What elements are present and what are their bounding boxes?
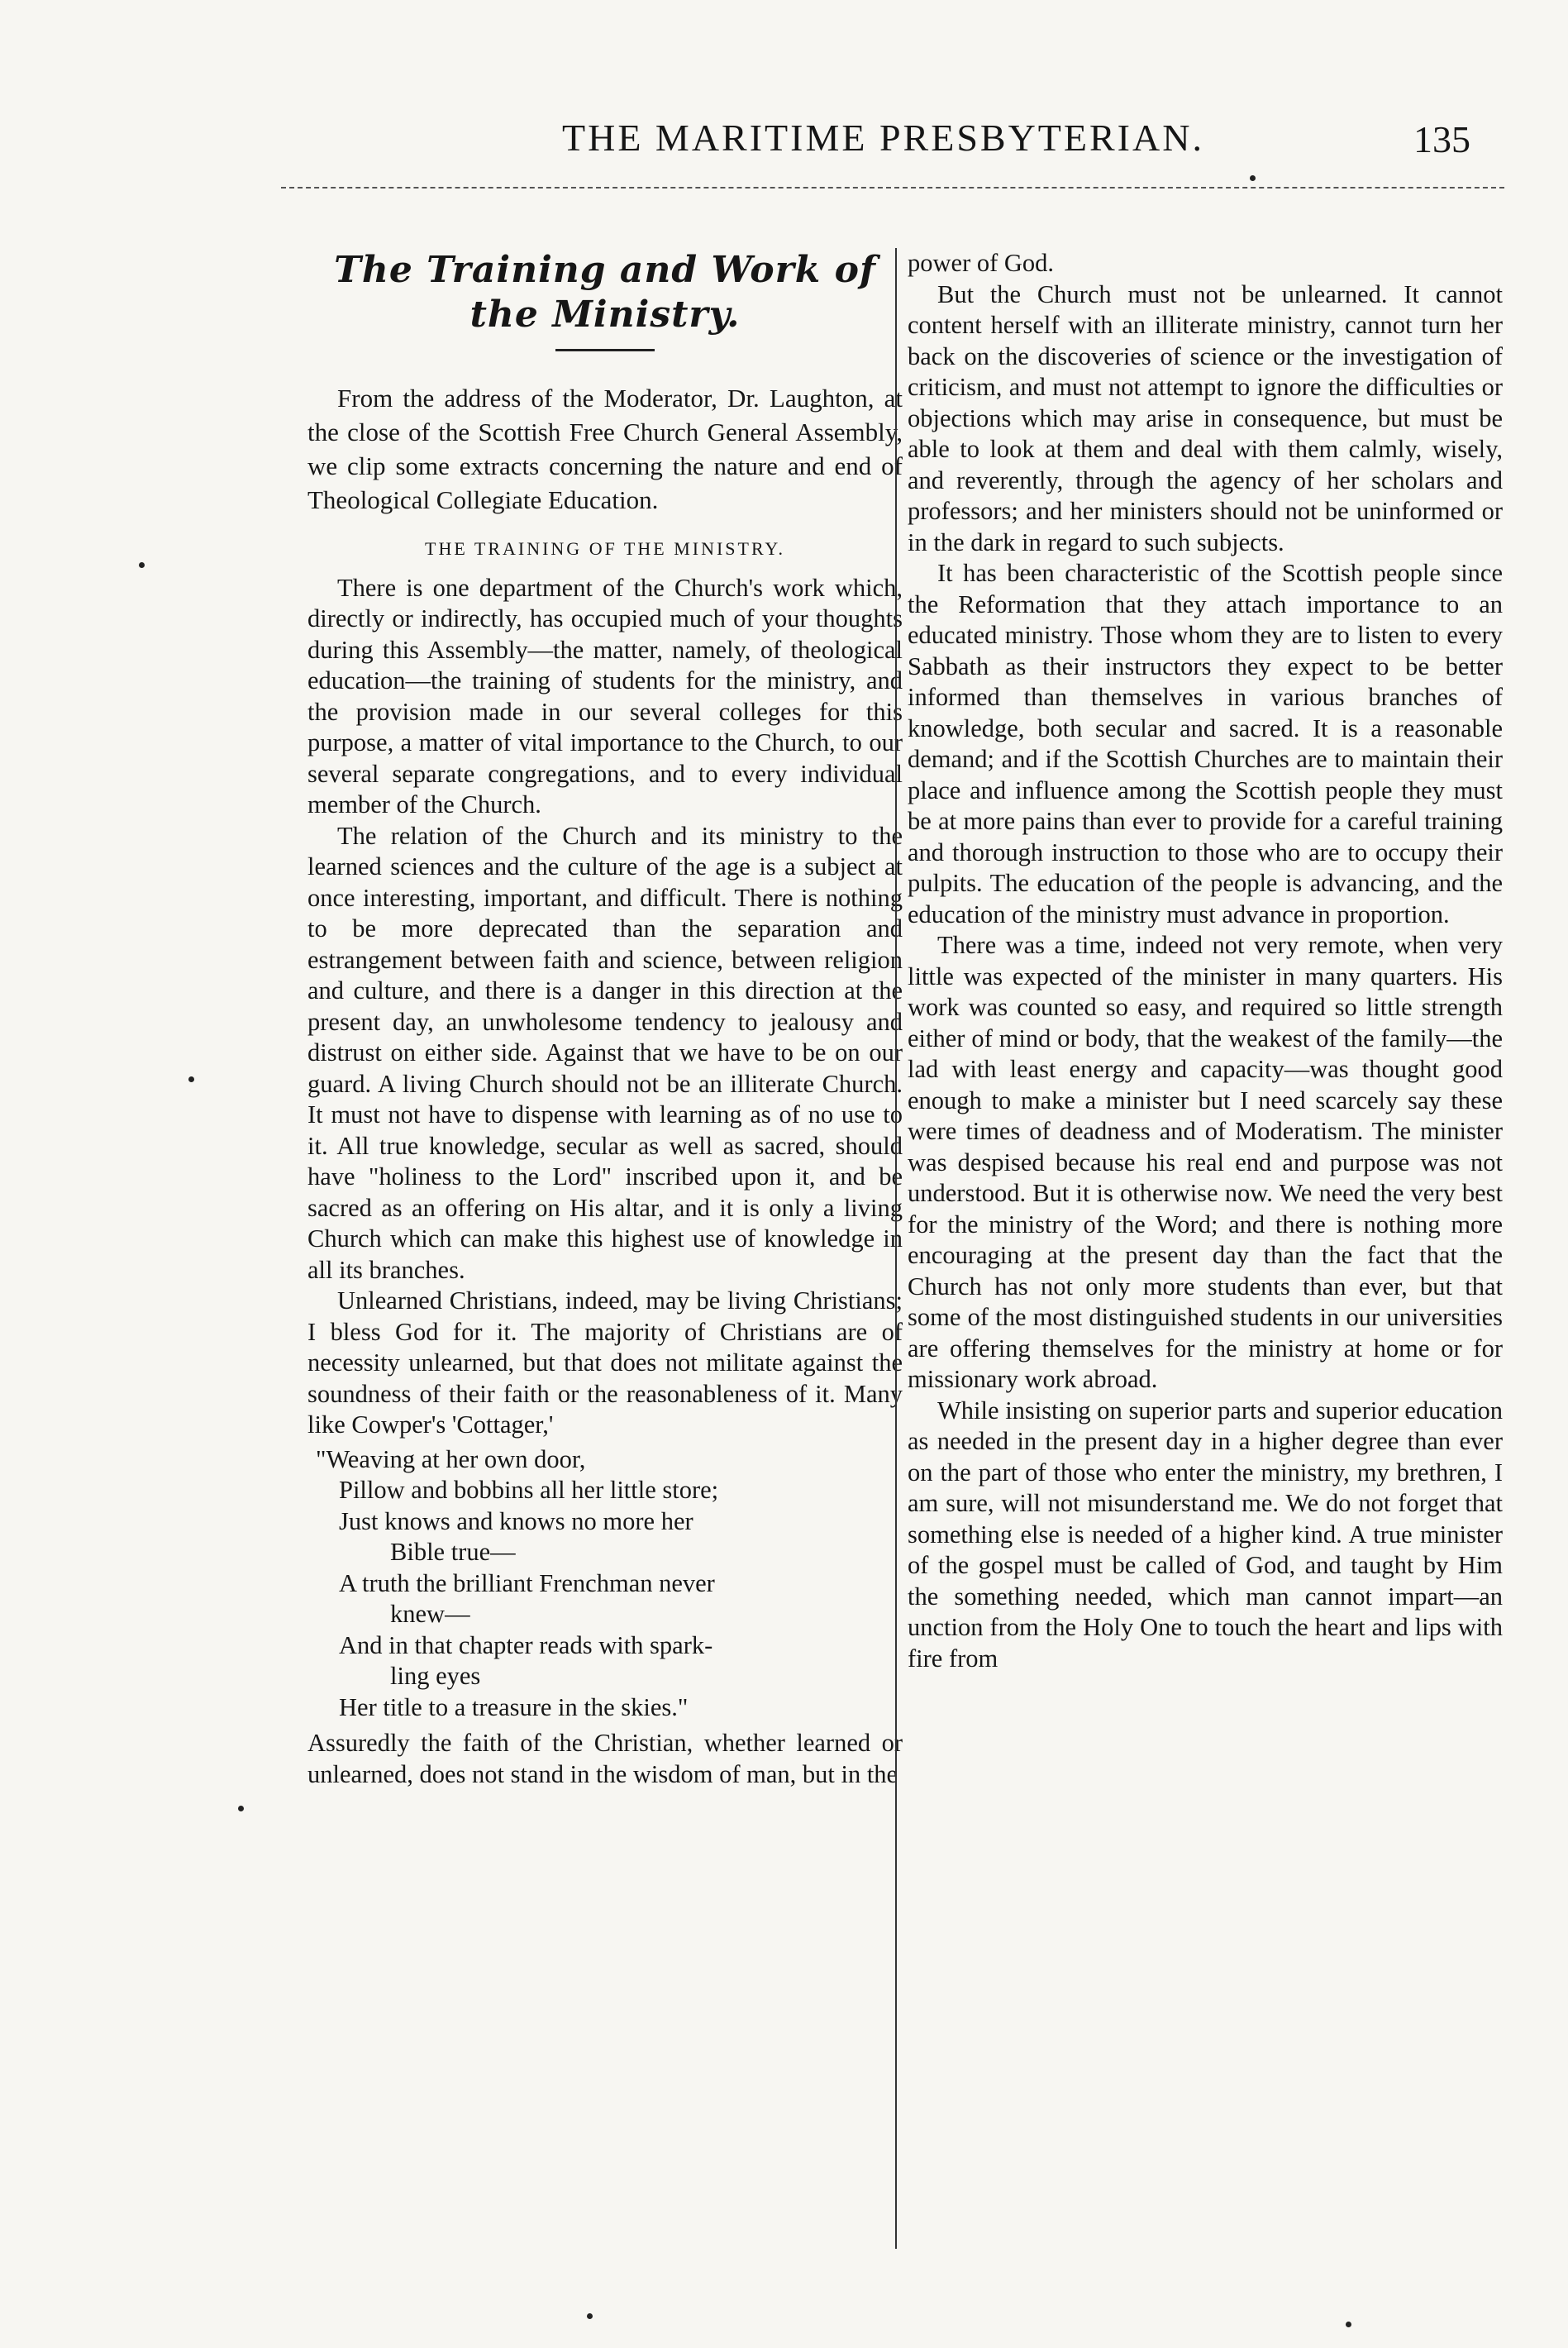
margin-mark bbox=[188, 1076, 194, 1082]
column-divider bbox=[895, 248, 897, 2249]
section-heading: THE TRAINING OF THE MINISTRY. bbox=[425, 538, 785, 559]
margin-mark bbox=[238, 1806, 244, 1811]
poem-line: "Weaving at her own door, bbox=[316, 1444, 586, 1473]
running-title: THE MARITIME PRESBYTERIAN. bbox=[562, 117, 1204, 159]
poem-line: A truth the brilliant Frenchman never bbox=[339, 1568, 715, 1597]
paragraph: power of God. bbox=[908, 249, 1055, 277]
poem-line: Her title to a treasure in the skies." bbox=[339, 1692, 689, 1721]
margin-mark bbox=[139, 562, 145, 568]
title-rule bbox=[555, 349, 655, 351]
article-intro: From the address of the Moderator, Dr. Laughton, at the close of the Scottish Free Church General Assembly, we clip some extracts concerning the nature and end of Theological Collegiate Education. bbox=[307, 384, 903, 514]
paragraph: While insisting on superior parts and superior education as needed in the present day in a higher degree than ever on the part of those who enter the ministry, my brethren, I am sure, will not misunderstand me. We do not forget that something else is needed of a higher kind. A true minister of the gospel must be called of God, and taught by Him the something needed, which man cannot impart—an unction from the Holy One to touch the heart and lips with fire from bbox=[908, 1396, 1503, 1673]
paragraph: Assuredly the faith of the Christian, whether learned or unlearned, does not stand in the wisdom of man, but in the bbox=[307, 1729, 903, 1788]
poem-line: ling eyes bbox=[390, 1662, 481, 1690]
margin-mark bbox=[587, 2313, 593, 2319]
poem-line: Pillow and bobbins all her little store; bbox=[339, 1476, 719, 1504]
margin-mark bbox=[1346, 2322, 1351, 2327]
paragraph: But the Church must not be unlearned. It cannot content herself with an illiterate ministry, cannot turn her back on the discoveries of science or the investigation of criticism, and must not attempt to ignore the difficulties or objections which may arise in consequence, but must be able to look at them and deal with them calmly, wisely, and reverently, through the agency of her scholars and professors; and her ministers should not be uninformed or in the dark in regard to such subjects. bbox=[908, 279, 1503, 556]
poem-line: Bible true— bbox=[390, 1538, 516, 1566]
paragraph: The relation of the Church and its ministry to the learned sciences and the culture of the age is a subject at once interesting, important, and difficult. There is nothing to be more deprecated than the separation and estrangement between faith and science, between religion and culture, and there is a danger in this direction at the present day, an unwholesome tendency to jealousy and distrust on either side. Against that we have to be on our guard. A living Church should not be an illiterate Church. It must not have to dispense with learning as of no use to it. All true knowledge, secular as well as sacred, should have "holiness to the Lord" inscribed upon it, and be sacred as an offering on His altar, and it is only a living Church which can make this highest use of knowledge in all its branches. bbox=[307, 821, 903, 1284]
poem-line: And in that chapter reads with spark- bbox=[339, 1630, 713, 1659]
poem-line: Just knows and knows no more her bbox=[339, 1506, 693, 1535]
paragraph: Unlearned Christians, indeed, may be living Christians; I bless God for it. The majority of Christians are of necessity unlearned, but that does not militate against the soundness of their faith or the reasonableness of it. Many like Cowper's 'Cottager,' bbox=[307, 1286, 903, 1439]
poem bbox=[307, 1444, 903, 1724]
article-title: The Training and Work of the Ministry. bbox=[334, 249, 876, 336]
paragraph: It has been characteristic of the Scottish people since the Reformation that they attach importance to an educated ministry. Those whom they are to listen to every Sabbath as their instructors they expect to be better informed than themselves in various branches of knowledge, both secular and sacred. It is a reasonable demand; and if the Scottish Churches are to maintain their place and influence among the Scottish people they must be at more pains than ever to provide for a careful training and thorough instruction to those who are to occupy their pulpits. The education of the people is advancing, and the education of the ministry must advance in proportion. bbox=[908, 559, 1503, 928]
page-number: 135 bbox=[1413, 118, 1470, 160]
left-column bbox=[307, 248, 903, 2282]
page-header bbox=[0, 116, 1568, 182]
poem-line: knew— bbox=[390, 1600, 470, 1628]
paragraph: There is one department of the Church's work which, directly or indirectly, has occupied much of your thoughts during this Assembly—the matter, namely, of theological education—the training of students for the ministry, and the provision made in our several colleges for this purpose, a matter of vital importance to the Church, to our several separate congregations, and to every individual member of the Church. bbox=[307, 573, 903, 818]
margin-mark bbox=[1250, 175, 1256, 181]
paragraph: There was a time, indeed not very remote, when very little was expected of the minister in many quarters. His work was counted so easy, and required so little strength either of mind or body, that the weakest of the family—the lad with least energy and capacity—was thought good enough to make a minister but I need scarcely say these were times of deadness and of Moderatism. The minister was despised because his real end and purpose was not understood. But it is otherwise now. We need the very best for the ministry of the Word; and there is nothing more encouraging at the present day than the fact that the Church has not only more students than ever, but that some of the most distinguished students in our universities are offering themselves for the ministry at home or for missionary work abroad. bbox=[908, 931, 1503, 1393]
header-rule bbox=[281, 187, 1504, 189]
right-column bbox=[908, 248, 1503, 2282]
